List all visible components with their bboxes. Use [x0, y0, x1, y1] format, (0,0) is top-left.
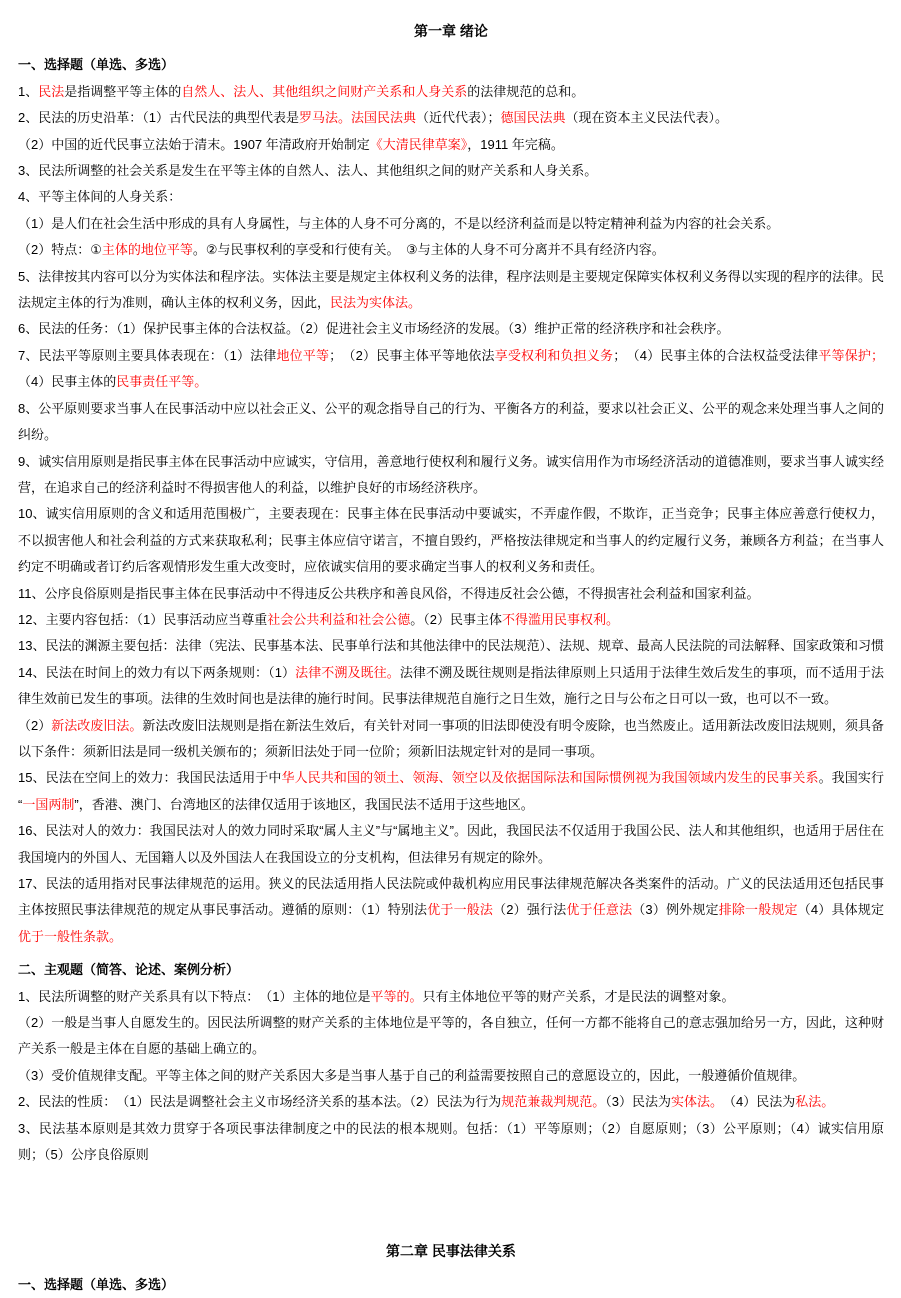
paragraph — [18, 581, 884, 607]
text-segment: 新法改废旧法规则是指在新法生效后，有关针对同一事项的旧法即使没有明令废除，也当然废止。适用新法改废旧法规则，须具备以下条件：须新旧法是同一级机关颁布的；须新旧法处于同一位阶；须新旧法规定针对的是同一事项。 — [18, 717, 884, 759]
text-segment: （3）例外规定 — [632, 902, 719, 918]
text-segment: 3、民法基本原则是其效力贯穿于各项民事法律制度之中的民法的根本规则。包括：（1）平等原则；（2）自愿原则；（3）公平原则；（4）诚实信用原则；（5）公序良俗原则 — [18, 1120, 884, 1163]
chapter-title — [18, 12, 884, 44]
highlighted-text: 民法为实体法。 — [330, 295, 422, 311]
paragraph — [18, 132, 884, 158]
paragraph — [18, 1063, 884, 1089]
text-segment: ； （2）民事主体平等地依法 — [329, 347, 495, 363]
text-segment: 16、民法对人的效力：我国民法对人的效力同时采取“属人主义”与“属地主义”。因此，我国民法不仅适用于我国公民、法人和其他组织，也适用于居住在我国境内的外国人、无国籍人以及外国法人在我国设立的分支机构，但法律另有规定的除外。 — [18, 823, 884, 865]
highlighted-text: 排除一般规定 — [718, 902, 798, 918]
text-segment: 6、民法的任务：（1）保护民事主体的合法权益。（2）促进社会主义市场经济的发展。（3）维护正常的经济秩序和社会秩序。 — [18, 321, 730, 337]
highlighted-text: 《大清民律草案》 — [369, 136, 468, 152]
text-segment: 17、民法的适用指对民事法律规范的运用。狭义的民法适用指人民法院或仲裁机构应用民事法律规范解决各类案件的活动。广义的民法适用还包括民事主体按照民事法律规范的规定从事民事活动。遵循的原则：（1）特别法 — [18, 876, 884, 918]
text-segment: 14、民法在时间上的效力有以下两条规则：（1） — [18, 664, 296, 680]
text-segment: （2）特点：① — [18, 242, 102, 258]
section-heading — [18, 52, 884, 78]
text-segment: 10、诚实信用原则的含义和适用范围极广，主要表现在：民事主体在民事活动中要诚实，不弄虚作假，不欺诈，正当竞争；民事主体应善意行使权力，不以损害他人和社会利益的方式来获取私利；民事主体应信守诺言，不擅自毁约，严格按法律规定和当事人的约定履行义务，兼顾各方利益；在当事人约定不明确或者订约后客观情形发生重大改变时，应依诚实信用的要求确定当事人的权利义务和责任。 — [18, 506, 884, 575]
highlighted-text: 一国两制 — [22, 796, 75, 812]
paragraph — [18, 818, 884, 871]
paragraph — [18, 237, 884, 263]
text-segment: （2）一般是当事人自愿发生的。因民法所调整的财产关系的主体地位是平等的，各自独立，任何一方都不能将自己的意志强加给另一方，因此，这种财产关系一般是主体在自愿的基础上确立的。 — [18, 1015, 884, 1057]
section-heading — [18, 957, 884, 983]
text-segment: （4）具体规定 — [797, 902, 884, 918]
paragraph — [18, 264, 884, 317]
text-segment: （3）民法为 — [605, 1094, 671, 1110]
text-segment: 11、公序良俗原则是指民事主体在民事活动中不得违反公共秩序和善良风俗，不得违反社会公德，不得损害社会利益和国家利益。 — [18, 585, 760, 601]
section-heading — [18, 1272, 884, 1298]
highlighted-text: 主体的地位平等 — [101, 242, 193, 258]
text-segment: （2）中国的近代民事立法始于清末。1907 年清政府开始制定 — [18, 136, 370, 152]
highlighted-text: 优于任意法 — [566, 902, 633, 918]
text-segment: 2、民法的历史沿革：（1）古代民法的典型代表是 — [18, 110, 299, 126]
text-segment: ，1911 年完稿。 — [467, 136, 564, 152]
text-segment: 5、法律按其内容可以分为实体法和程序法。实体法主要是规定主体权利义务的法律，程序法则是主要规定保障实体权利义务得以实现的程序的法律。民法规定主体的行为准则，确认主体的权利义务，因此， — [18, 268, 884, 311]
text-segment: 3、民法所调整的社会关系是发生在平等主体的自然人、法人、其他组织之间的财产关系和人身关系。 — [18, 163, 598, 179]
paragraph — [18, 396, 884, 449]
highlighted-text: 优于一般性条款。 — [18, 928, 123, 944]
paragraph — [18, 343, 884, 396]
paragraph — [18, 449, 884, 502]
text-segment: 2、民法的性质： （1）民法是调整社会主义市场经济关系的基本法。（2）民法为行为 — [18, 1094, 502, 1110]
text-segment: 9、诚实信用原则是指民事主体在民事活动中应诚实，守信用，善意地行使权利和履行义务。诚实信用作为市场经济活动的道德准则，要求当事人诚实经营，在追求自己的经济利益时不得损害他人的利益，以维护良好的市场经济秩序。 — [18, 453, 884, 495]
paragraph — [18, 1010, 884, 1063]
document-body — [18, 12, 884, 1298]
paragraph — [18, 713, 884, 766]
text-segment: （近代代表）； — [415, 110, 501, 126]
text-segment: （4）民法为 — [716, 1094, 796, 1110]
highlighted-text: 民法 — [38, 83, 65, 99]
highlighted-text: 平等的。 — [370, 988, 423, 1004]
paragraph — [18, 660, 884, 713]
text-segment: 1、 — [18, 83, 39, 99]
text-segment: （现在资本主义民法代表）。 — [565, 110, 729, 126]
text-segment: 8、公平原则要求当事人在民事活动中应以社会正义、公平的观念指导自己的行为、平衡各方的利益，要求以社会正义、公平的观念来处理当事人之间的纠纷。 — [18, 400, 884, 443]
text-segment: 一、选择题（单选、多选） — [18, 1276, 175, 1292]
paragraph — [18, 1089, 884, 1115]
paragraph — [18, 316, 884, 342]
text-segment: 15、民法在空间上的效力：我国民法适用于中 — [18, 770, 282, 786]
highlighted-text: 实体法。 — [670, 1094, 717, 1110]
text-segment: 第二章 民事法律关系 — [386, 1243, 516, 1260]
highlighted-text: 德国民法典 — [500, 110, 566, 126]
highlighted-text: 新法改废旧法。 — [51, 717, 143, 733]
paragraph — [18, 158, 884, 184]
paragraph — [18, 871, 884, 950]
text-segment: 4、平等主体间的人身关系： — [18, 189, 182, 205]
text-segment: 只有主体地位平等的财产关系，才是民法的调整对象。 — [422, 988, 735, 1004]
highlighted-text: 地位平等 — [276, 347, 330, 363]
paragraph — [18, 79, 884, 105]
text-segment: 12、主要内容包括：（1）民事活动应当尊重 — [18, 611, 268, 627]
spacer — [18, 1168, 884, 1232]
highlighted-text: 民事责任平等。 — [116, 374, 208, 390]
paragraph — [18, 765, 884, 818]
paragraph — [18, 184, 884, 210]
paragraph — [18, 607, 884, 633]
text-segment: 是指调整平等主体的 — [64, 83, 182, 99]
text-segment: 7、民法平等原则主要具体表现在：（1）法律 — [18, 347, 277, 363]
highlighted-text: 平等保护； — [818, 347, 884, 363]
text-segment: （2）强行法 — [493, 902, 567, 918]
highlighted-text: 社会公共利益和社会公德 — [267, 611, 411, 627]
paragraph — [18, 633, 884, 659]
text-segment: ； （4）民事主体的合法权益受法律 — [613, 347, 819, 363]
highlighted-text: 罗马法。法国民法典 — [298, 110, 416, 126]
paragraph — [18, 501, 884, 580]
text-segment: 13、民法的渊源主要包括：法律（宪法、民事基本法、民事单行法和其他法律中的民法规范）、法规、规章、最高人民法院的司法解释、国家政策和习惯 — [18, 638, 884, 654]
text-segment: 的法律规范的总和。 — [467, 83, 585, 99]
text-segment: （4）民事主体的 — [18, 374, 117, 390]
paragraph — [18, 105, 884, 131]
chapter-title — [18, 1232, 884, 1264]
text-segment: （1）是人们在社会生活中形成的具有人身属性，与主体的人身不可分离的，不是以经济利益而是以特定精神利益为内容的社会关系。 — [18, 215, 780, 231]
text-segment: 第一章 绪论 — [414, 23, 488, 39]
highlighted-text: 华人民共和国的领土、领海、领空以及依据国际法和国际惯例视为我国领域内发生的民事关系 — [281, 770, 819, 786]
text-segment: 1、民法所调整的财产关系具有以下特点： （1）主体的地位是 — [18, 988, 371, 1004]
text-segment: （3）受价值规律支配。平等主体之间的财产关系因大多是当事人基于自己的利益需要按照自己的意愿设立的，因此，一般遵循价值规律。 — [18, 1067, 806, 1083]
text-segment: 法律不溯及既往规则是指法律原则上只适用于法律生效后发生的事项，而不适用于法律生效前已发生的事项。法律的生效时间也是法律的施行时间。民事法律规范自施行之日生效，施行之日与公布之日可以一致，也可以不一致。 — [18, 664, 884, 707]
text-segment: 。②与民事权利的享受和行使有关。 ③与主体的人身不可分离并不具有经济内容。 — [192, 242, 665, 258]
highlighted-text: 私法。 — [795, 1094, 835, 1110]
highlighted-text: 优于一般法 — [427, 902, 494, 918]
text-segment: 。我国实行“ — [18, 770, 884, 812]
text-segment: 二、主观题（简答、论述、案例分析） — [18, 962, 240, 978]
highlighted-text: 自然人、法人、其他组织之间财产关系和人身关系 — [181, 83, 468, 99]
text-segment: ”，香港、澳门、台湾地区的法律仅适用于该地区，我国民法不适用于这些地区。 — [74, 796, 534, 812]
paragraph — [18, 984, 884, 1010]
highlighted-text: 法律不溯及既往。 — [295, 664, 400, 680]
highlighted-text: 规范兼裁判规范。 — [501, 1094, 606, 1110]
text-segment: （2） — [18, 717, 52, 733]
paragraph — [18, 1116, 884, 1169]
text-segment: 一、选择题（单选、多选） — [18, 57, 175, 73]
text-segment: 。（2）民事主体 — [410, 611, 502, 627]
highlighted-text: 享受权利和负担义务 — [494, 347, 614, 363]
paragraph — [18, 211, 884, 237]
highlighted-text: 不得滥用民事权利。 — [501, 611, 619, 627]
